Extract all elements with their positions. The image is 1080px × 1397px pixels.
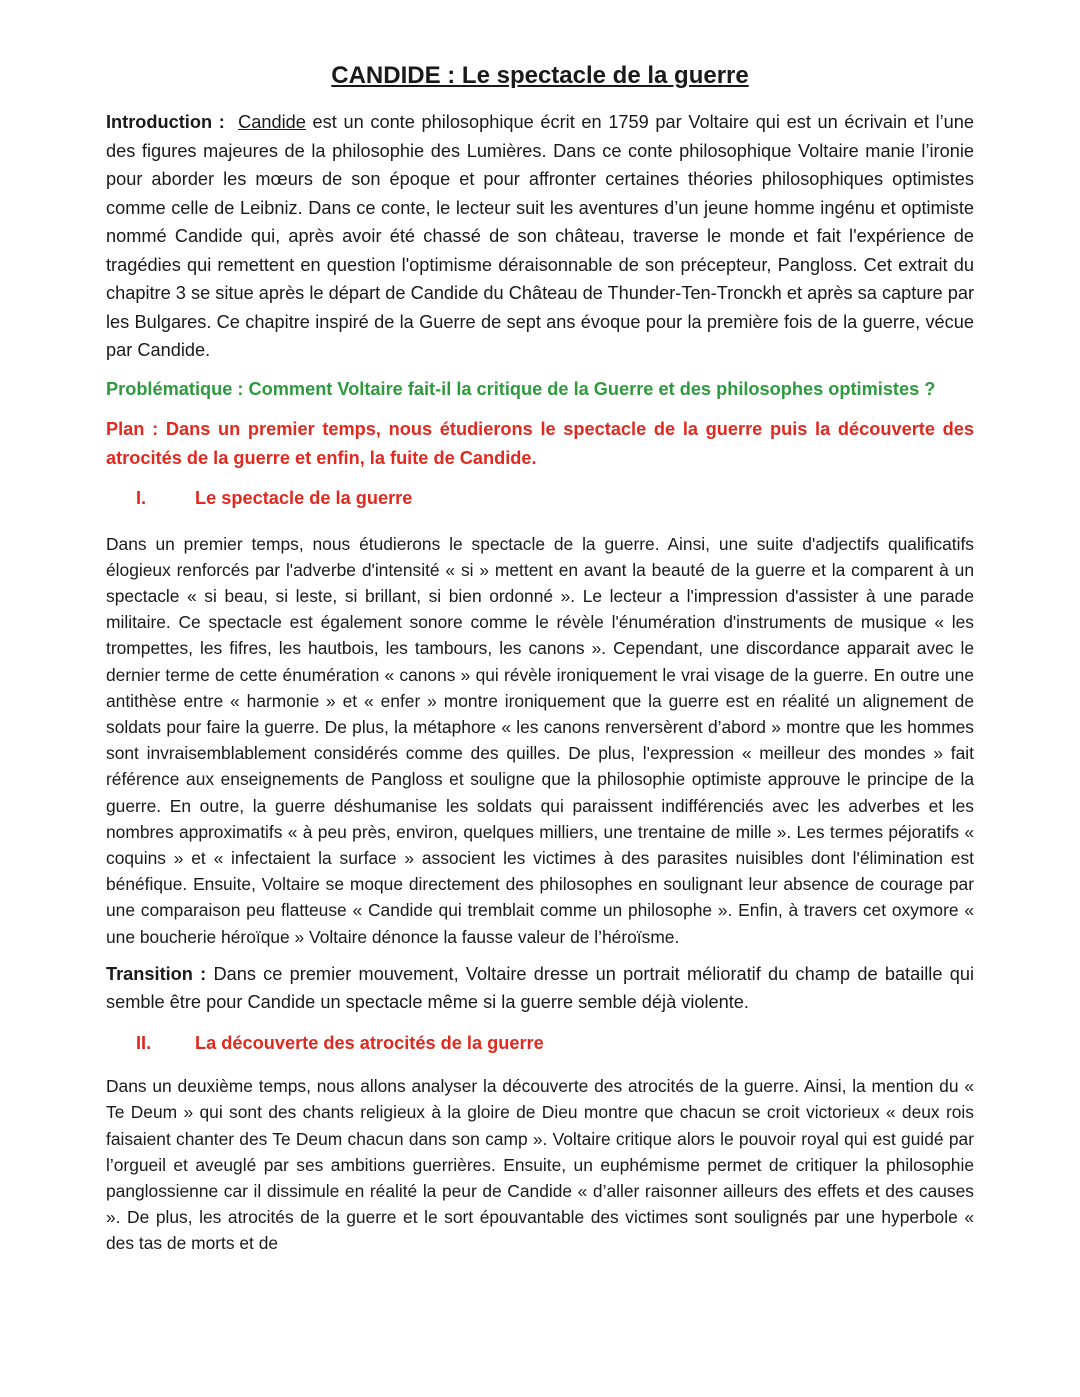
transition-paragraph [106, 960, 974, 1017]
document-page [106, 60, 974, 1257]
transition-text: Dans ce premier mouvement, Voltaire dresse un portrait mélioratif du champ de bataille qui semble être pour Candide un spectacle même si la guerre semble déjà violente. [106, 963, 974, 1013]
introduction-text: est un conte philosophique écrit en 1759 par Voltaire qui est un écrivain et l’une des figures majeures de la philosophie des Lumières. Dans ce conte philosophique Voltaire manie l’ironie pour aborder les mœurs de son époque et pour affronter certaines théories philosophiques optimistes comme celle de Leibniz. Dans ce conte, le lecteur suit les aventures d’un jeune homme ingénu et optimiste nommé Candide qui, après avoir été chassé de son château, traverse le monde et fait l'expérience de tragédies qui remettent en question l'optimisme déraisonnable de son précepteur, Pangloss. Cet extrait du chapitre 3 se situe après le départ de Candide du Château de Thunder-Ten-Tronckh et après sa capture par les Bulgares. Ce chapitre inspiré de la Guerre de sept ans évoque pour la première fois de la guerre, vécue par Candide. [106, 112, 975, 360]
section-2-body: Dans un deuxième temps, nous allons analyser la découverte des atrocités de la guerre. Ainsi, la mention du « Te Deum » qui sont des chants religieux à la gloire de Dieu montre que chacun se croit victorieux « deux rois faisaient chanter des Te Deum chacun dans son camp ». Voltaire critique alors le pouvoir royal qui est guidé par l’orgueil et aveuglé par ses ambitions guerrières. Ensuite, un euphémisme permet de critiquer la philosophie panglossienne car il dissimule en réalité la peur de Candide « d’aller raisonner ailleurs des effets et des causes ». De plus, les atrocités de la guerre et le sort épouvantable des victimes sont soulignés par une hyperbole « des tas de morts et de [106, 1076, 974, 1254]
plan: Plan : Dans un premier temps, nous étudierons le spectacle de la guerre puis la découverte des atrocités de la guerre et enfin, la fuite de Candide. [106, 419, 974, 468]
section-1-number: I. [136, 488, 147, 508]
introduction-label: Introduction : [106, 112, 225, 132]
section-1-title: Le spectacle de la guerre [195, 488, 413, 508]
introduction-paragraph [106, 108, 974, 365]
section-2-heading [106, 1029, 974, 1058]
problematique: Problématique : Comment Voltaire fait-il la critique de la Guerre et des philosophes optimistes ? [106, 378, 936, 399]
section-1-body: Dans un premier temps, nous étudierons le spectacle de la guerre. Ainsi, une suite d'adjectifs qualificatifs élogieux renforcés par l'adverbe d'intensité « si » mettent en avant la beauté de la guerre et la comparent à un spectacle « si beau, si leste, si brillant, si bien ordonné ». Le lecteur a l'impression d'assister à une parade militaire. Ce spectacle est également sonore comme le révèle l'énumération d'instruments de musique « les trompettes, les fifres, les hautbois, les tambours, les canons ». Cependant, une discordance apparait avec le dernier terme de cette énumération « canons » qui révèle ironiquement le vrai visage de la guerre. En outre une antithèse entre « harmonie » et « enfer » montre ironiquement que la guerre est en réalité un alignement de soldats pour faire la guerre. De plus, la métaphore « les canons renversèrent d’abord » montre que les hommes sont invraisemblablement considérés comme des quilles. De plus, l'expression « meilleur des mondes » fait référence aux enseignements de Pangloss et souligne que la philosophie optimiste approuve le principe de la guerre. En outre, la guerre déshumanise les soldats qui paraissent indifférenciés avec les adverbes et les nombres approximatifs « à peu près, environ, quelques milliers, une trentaine de mille ». Les termes péjoratifs « coquins » et « infectaient la surface » associent les victimes à des parasites nuisibles dont l'élimination est bénéfique. Ensuite, Voltaire se moque directement des philosophes en soulignant leur absence de courage par une comparaison peu flatteuse « Candide qui tremblait comme un philosophe ». Enfin, à travers cet oxymore « une boucherie héroïque » Voltaire dénonce la fausse valeur de l’héroïsme. [106, 533, 974, 947]
page-title: CANDIDE : Le spectacle de la guerre [331, 62, 749, 89]
work-title: Candide [238, 112, 306, 132]
section-2-title: La découverte des atrocités de la guerre [195, 1032, 544, 1053]
section-2-number: II. [136, 1032, 152, 1053]
section-1-heading [106, 484, 974, 513]
transition-label: Transition : [106, 963, 207, 984]
